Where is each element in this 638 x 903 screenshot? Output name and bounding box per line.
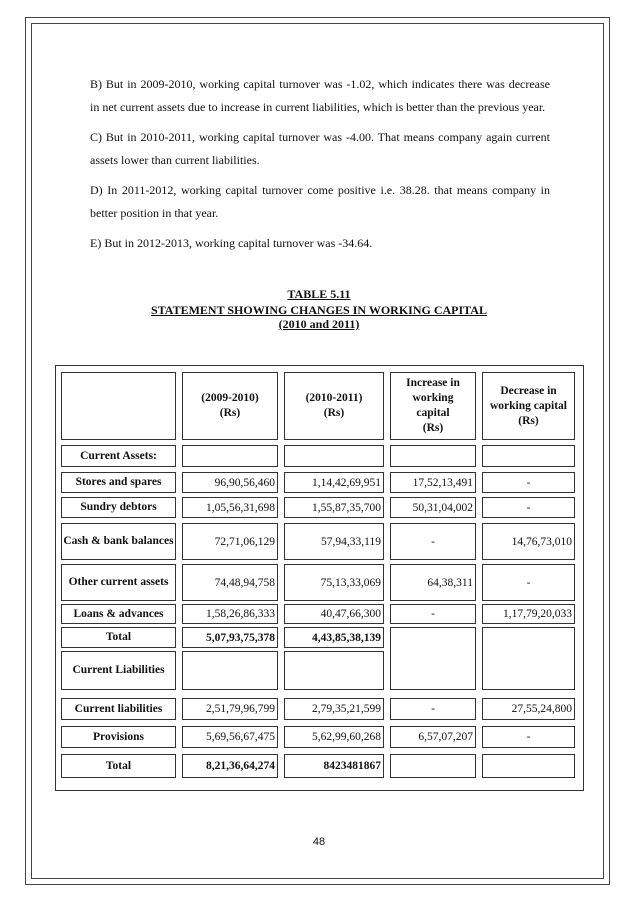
table-caption bbox=[0, 287, 638, 331]
cell-liabilities-decrease: 27,55,24,800 bbox=[482, 698, 575, 720]
header-2009-2010 bbox=[182, 372, 278, 440]
table-number: TABLE 5.11 bbox=[287, 287, 351, 301]
empty-cell bbox=[182, 651, 278, 690]
empty-cell bbox=[390, 445, 476, 467]
row-label-total-liabilities: Total bbox=[61, 754, 176, 778]
header-2009-2010-line2: (Rs) bbox=[219, 407, 241, 419]
cell-provisions-2010: 5,62,99,60,268 bbox=[284, 726, 384, 748]
header-increase-line2: working bbox=[412, 392, 454, 404]
table-title: STATEMENT SHOWING CHANGES IN WORKING CAPITAL bbox=[151, 303, 487, 317]
cell-debtors-decrease: - bbox=[482, 497, 575, 518]
cell-liabilities-2009: 2,51,79,96,799 bbox=[182, 698, 278, 720]
cell-debtors-increase: 50,31,04,002 bbox=[390, 497, 476, 518]
cell-total-liabilities-2010: 8423481867 bbox=[284, 754, 384, 778]
header-increase bbox=[390, 372, 476, 440]
header-2010-2011-line2: (Rs) bbox=[323, 407, 345, 419]
header-increase-line3: capital bbox=[416, 407, 450, 419]
section-current-assets: Current Assets: bbox=[61, 445, 176, 467]
cell-liabilities-2010: 2,79,35,21,599 bbox=[284, 698, 384, 720]
row-label-loans: Loans & advances bbox=[61, 604, 176, 624]
header-2010-2011 bbox=[284, 372, 384, 440]
row-label-debtors: Sundry debtors bbox=[61, 497, 176, 518]
header-decrease bbox=[482, 372, 575, 440]
body-text bbox=[90, 73, 550, 266]
cell-total-assets-2010: 4,43,85,38,139 bbox=[284, 627, 384, 648]
paragraph-d: D) In 2011-2012, working capital turnover come positive i.e. 38.28. that means company in better position in that year. bbox=[90, 183, 550, 220]
cell-total-assets-2009: 5,07,93,75,378 bbox=[182, 627, 278, 648]
header-decrease-line1: Decrease in bbox=[500, 384, 557, 397]
cell-loans-increase: - bbox=[390, 604, 476, 624]
cell-stores-decrease: - bbox=[482, 472, 575, 493]
cell-cash-2009: 72,71,06,129 bbox=[182, 523, 278, 560]
empty-cell bbox=[284, 651, 384, 690]
header-increase-line1: Increase in bbox=[406, 377, 460, 389]
cell-provisions-2009: 5,69,56,67,475 bbox=[182, 726, 278, 748]
cell-other-increase: 64,38,311 bbox=[390, 564, 476, 601]
cell-liabilities-increase: - bbox=[390, 698, 476, 720]
paragraph-c: C) But in 2010-2011, working capital turnover was -4.00. That means company again current assets lower than current liabilities. bbox=[90, 130, 550, 167]
header-increase-line4: (Rs) bbox=[422, 422, 444, 434]
cell-other-decrease: - bbox=[482, 564, 575, 601]
cell-debtors-2010: 1,55,87,35,700 bbox=[284, 497, 384, 518]
cell-cash-2010: 57,94,33,119 bbox=[284, 523, 384, 560]
cell-stores-2010: 1,14,42,69,951 bbox=[284, 472, 384, 493]
page-number: 48 bbox=[312, 836, 326, 848]
cell-total-assets-decrease bbox=[482, 627, 575, 690]
empty-cell bbox=[482, 445, 575, 467]
cell-total-assets-increase bbox=[390, 627, 476, 690]
cell-cash-decrease: 14,76,73,010 bbox=[482, 523, 575, 560]
header-decrease-line3: (Rs) bbox=[518, 414, 539, 427]
cell-total-liabilities-decrease bbox=[482, 754, 575, 778]
cell-other-2009: 74,48,94,758 bbox=[182, 564, 278, 601]
cell-provisions-increase: 6,57,07,207 bbox=[390, 726, 476, 748]
cell-other-2010: 75,13,33,069 bbox=[284, 564, 384, 601]
header-decrease-line2: working capital bbox=[490, 399, 567, 412]
header-blank-cell bbox=[61, 372, 176, 440]
row-label-current-liabilities: Current liabilities bbox=[61, 698, 176, 720]
header-2010-2011-line1: (2010-2011) bbox=[305, 392, 363, 404]
cell-stores-increase: 17,52,13,491 bbox=[390, 472, 476, 493]
cell-debtors-2009: 1,05,56,31,698 bbox=[182, 497, 278, 518]
cell-loans-decrease: 1,17,79,20,033 bbox=[482, 604, 575, 624]
cell-loans-2010: 40,47,66,300 bbox=[284, 604, 384, 624]
table-period: (2010 and 2011) bbox=[278, 317, 360, 331]
cell-total-liabilities-2009: 8,21,36,64,274 bbox=[182, 754, 278, 778]
section-current-liabilities: Current Liabilities bbox=[61, 651, 176, 690]
paragraph-b: B) But in 2009-2010, working capital turnover was -1.02, which indicates there was decrease in net current assets due to increase in current liabilities, which is better than the previous year. bbox=[90, 77, 550, 114]
row-label-stores: Stores and spares bbox=[61, 472, 176, 493]
cell-loans-2009: 1,58,26,86,333 bbox=[182, 604, 278, 624]
row-label-other-assets: Other current assets bbox=[61, 564, 176, 601]
cell-stores-2009: 96,90,56,460 bbox=[182, 472, 278, 493]
cell-cash-increase: - bbox=[390, 523, 476, 560]
empty-cell bbox=[284, 445, 384, 467]
cell-provisions-decrease: - bbox=[482, 726, 575, 748]
cell-total-liabilities-increase bbox=[390, 754, 476, 778]
header-2009-2010-line1: (2009-2010) bbox=[201, 392, 259, 404]
row-label-cash: Cash & bank balances bbox=[61, 523, 176, 560]
paragraph-e: E) But in 2012-2013, working capital turnover was -34.64. bbox=[90, 236, 373, 250]
row-label-total-assets: Total bbox=[61, 627, 176, 648]
row-label-provisions: Provisions bbox=[61, 726, 176, 748]
empty-cell bbox=[182, 445, 278, 467]
